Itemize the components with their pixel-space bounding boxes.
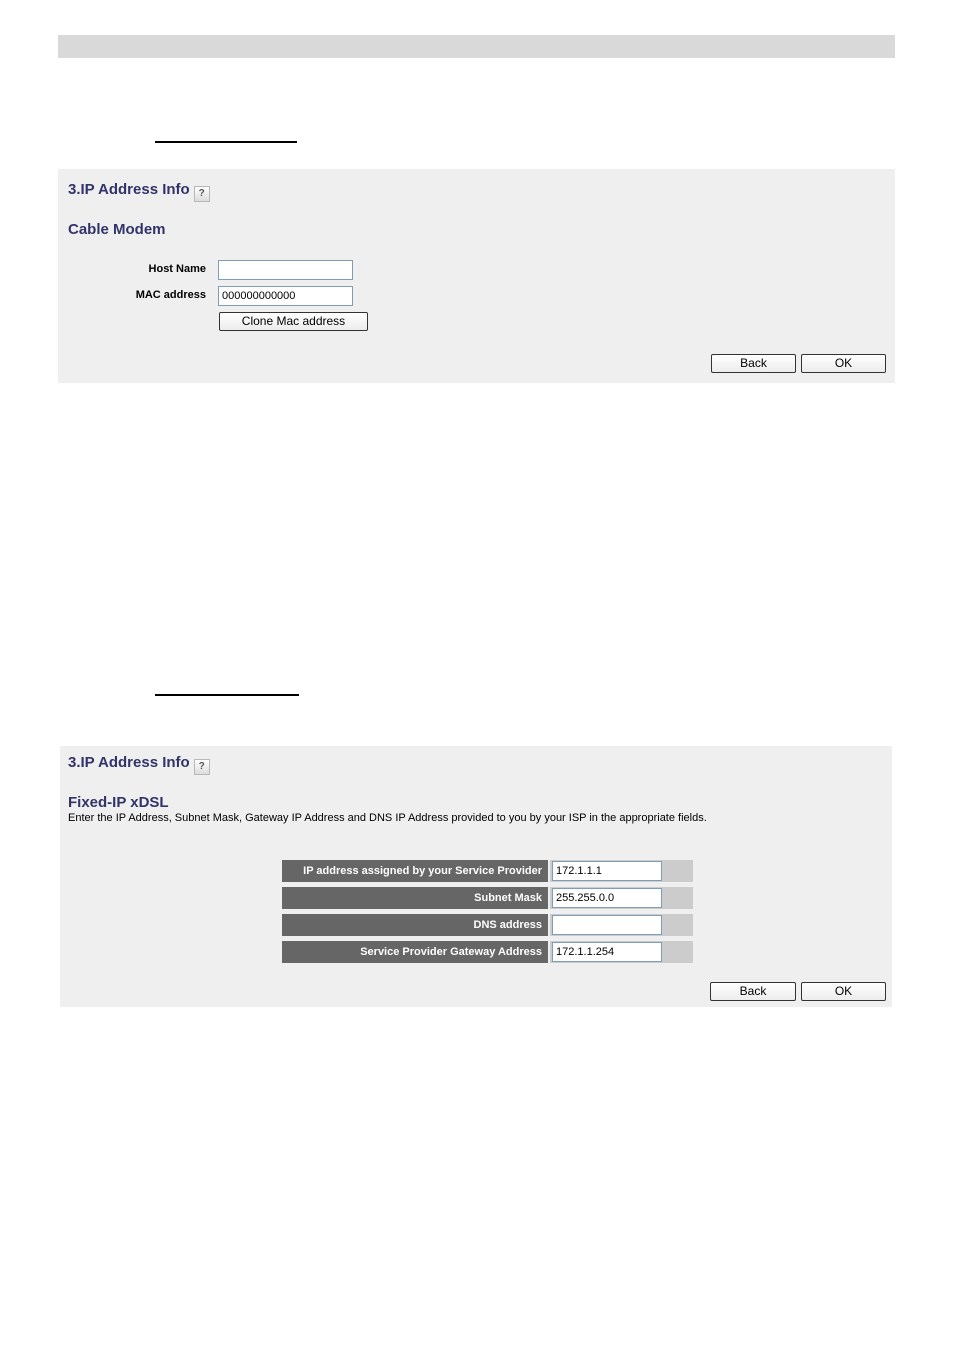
dns-address-cell xyxy=(550,914,693,936)
cable-modem-panel xyxy=(58,169,895,383)
help-icon[interactable]: ? xyxy=(194,186,210,202)
panel-subtitle: Cable Modem xyxy=(68,221,166,238)
panel-description: Enter the IP Address, Subnet Mask, Gateway IP Address and DNS IP Address provided to you by your ISP in the appropriate fields. xyxy=(68,812,707,824)
subnet-mask-label: Subnet Mask xyxy=(282,887,548,909)
ip-address-cell xyxy=(550,860,693,882)
dns-address-input[interactable] xyxy=(552,915,662,935)
host-name-label: Host Name xyxy=(148,263,206,275)
gateway-address-cell xyxy=(550,941,693,963)
panel-title-text: 3.IP Address Info xyxy=(68,181,190,198)
form-row-dns-address xyxy=(282,914,693,936)
gateway-address-input[interactable] xyxy=(552,942,662,962)
ip-address-input[interactable] xyxy=(552,861,662,881)
subnet-mask-cell xyxy=(550,887,693,909)
clone-mac-address-button[interactable]: Clone Mac address xyxy=(219,312,368,331)
ok-button[interactable]: OK xyxy=(801,354,886,373)
form-row-ip-address xyxy=(282,860,693,882)
section-underline xyxy=(155,141,297,143)
form-row-subnet-mask xyxy=(282,887,693,909)
panel-title xyxy=(68,754,210,775)
section-underline xyxy=(155,694,299,696)
ok-button[interactable]: OK xyxy=(801,982,886,1001)
dns-address-label: DNS address xyxy=(282,914,548,936)
ip-address-label: IP address assigned by your Service Provider xyxy=(282,860,548,882)
page-header-bar xyxy=(58,35,895,58)
back-button[interactable]: Back xyxy=(710,982,796,1001)
panel-title xyxy=(68,181,210,202)
form-row-gateway-address xyxy=(282,941,693,963)
panel-title-text: 3.IP Address Info xyxy=(68,754,190,771)
subnet-mask-input[interactable] xyxy=(552,888,662,908)
panel-subtitle: Fixed-IP xDSL xyxy=(68,794,169,811)
mac-address-input[interactable] xyxy=(218,286,353,306)
mac-address-label: MAC address xyxy=(135,289,206,301)
back-button[interactable]: Back xyxy=(711,354,796,373)
help-icon[interactable]: ? xyxy=(194,759,210,775)
host-name-input[interactable] xyxy=(218,260,353,280)
gateway-address-label: Service Provider Gateway Address xyxy=(282,941,548,963)
